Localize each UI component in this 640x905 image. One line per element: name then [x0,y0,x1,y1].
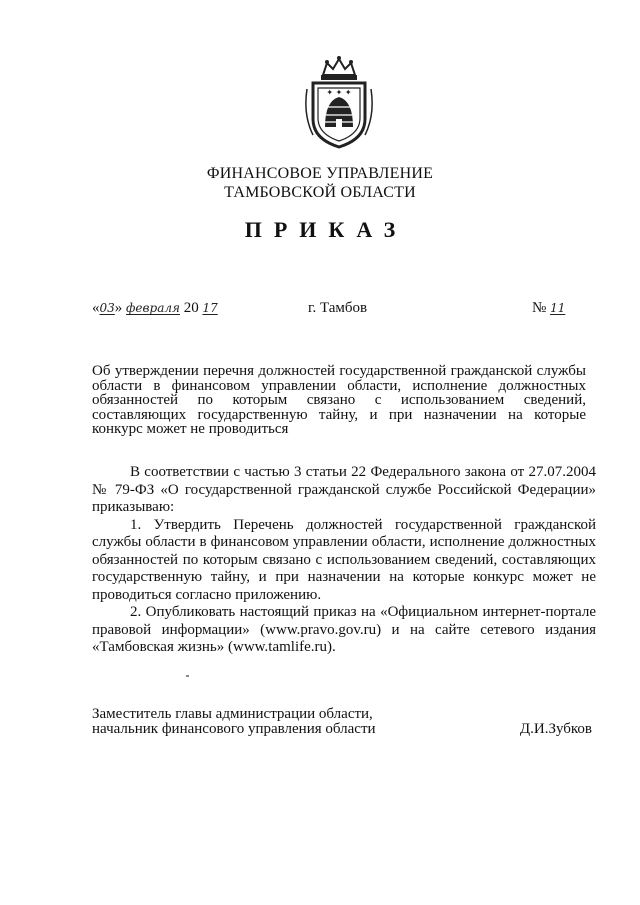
date-year: 17 [202,301,218,315]
signatory-position-line2: начальник финансового управления области [92,721,376,737]
document-city: г. Тамбов [308,300,368,316]
date-number-row [92,300,592,322]
order-item-1: 1. Утвердить Перечень должностей государственной гражданской службы области в финансовом управлении области, исполнение должностных обязанностей по которым связано с использованием сведений, составляющих государственную тайну, и при назначении на которые конкурс может не проводиться согласно приложению. [92,516,596,603]
signatory-position-line1: Заместитель главы администрации области, [92,706,373,722]
date-day: 03 [99,301,115,315]
order-item-2: 2. Опубликовать настоящий приказ на «Официальном интернет-портале правовой информации» (www.pravo.gov.ru) и на сайте сетевого издания «Тамбовская жизнь» (www.tamlife.ru). [92,604,596,655]
date-month: февраля [126,301,180,315]
coat-of-arms-icon [299,55,379,151]
order-subject: Об утверждении перечня должностей государственной гражданской службы области в финансовом управлении области, исполнение должностных обязанностей по которым связано с использованием сведений, составляющих государственную тайну, и при назначении на которые конкурс может не проводиться [92,363,586,437]
order-body [92,464,596,657]
number-label: № [532,300,547,316]
document-type-title: ПРИКАЗ [244,217,408,242]
number-value: 11 [550,301,566,315]
signature-block [92,707,592,737]
date-year-prefix: 20 [183,300,199,316]
document-number [532,300,565,317]
organization-name-line1: ФИНАНСОВОЕ УПРАВЛЕНИЕ [206,165,434,182]
scan-speck [186,675,189,677]
organization-name-line2: ТАМБОВСКОЙ ОБЛАСТИ [224,184,416,201]
svg-text:✦ ✦ ✦: ✦ ✦ ✦ [326,88,352,97]
document-date [92,300,218,317]
date-quote-open: « [92,300,100,316]
preamble-paragraph: В соответствии с частью 3 статьи 22 Федерального закона от 27.07.2004 № 79-ФЗ «О государственной гражданской службе Российской Федерации» приказываю: [92,464,596,515]
signatory-name: Д.И.Зубков [519,721,592,737]
date-quote-close: » [114,300,123,316]
